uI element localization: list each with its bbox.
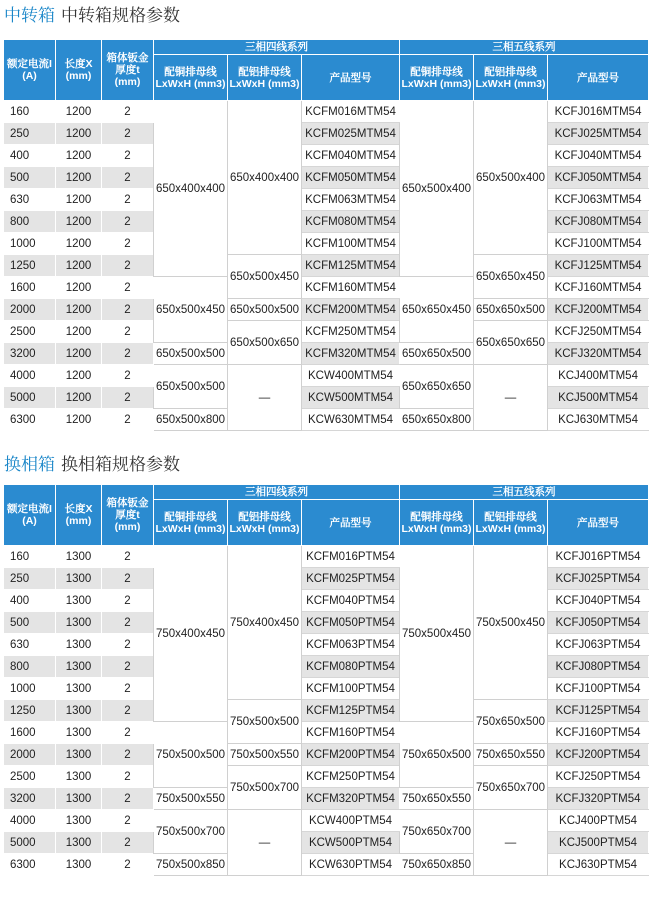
header-length: 长度X (mm) [56, 40, 102, 101]
model-5wire-cell: KCFJ320PTM54 [548, 788, 649, 810]
al-bus-4wire-cell: 650x500x500 [228, 299, 302, 321]
al-bus-5wire-cell: 750x650x700 [474, 766, 548, 810]
table-row [4, 766, 649, 788]
current-cell: 1250 [4, 700, 56, 722]
thickness-cell: 2 [102, 832, 154, 854]
model-5wire-cell: KCFJ100MTM54 [548, 233, 649, 255]
current-cell: 800 [4, 656, 56, 678]
table-row [4, 189, 649, 211]
cu-bus-4wire-cell: 650x400x400 [154, 101, 228, 277]
model-4wire-cell: KCFM080MTM54 [302, 211, 400, 233]
al-bus-4wire-cell: 750x500x550 [228, 744, 302, 766]
current-cell: 1600 [4, 277, 56, 299]
table-row [4, 167, 649, 189]
length-cell: 1200 [56, 233, 102, 255]
current-cell: 1000 [4, 233, 56, 255]
thickness-cell: 2 [102, 211, 154, 233]
header-al-bus-4wire: 配铝排母线 LxWxH (mm3) [228, 500, 302, 546]
al-bus-5wire-cell: — [474, 365, 548, 431]
current-cell: 5000 [4, 387, 56, 409]
table-row [4, 590, 649, 612]
length-cell: 1300 [56, 634, 102, 656]
section-title-accent: 中转箱 [4, 6, 55, 25]
thickness-cell: 2 [102, 612, 154, 634]
al-bus-4wire-cell: 750x500x500 [228, 700, 302, 744]
cu-bus-5wire-cell: 750x650x500 [400, 722, 474, 788]
model-4wire-cell: KCFM040PTM54 [302, 590, 400, 612]
model-5wire-cell: KCFJ016PTM54 [548, 546, 649, 568]
table-row [4, 387, 649, 409]
header-al-bus-4wire: 配铝排母线 LxWxH (mm3) [228, 55, 302, 101]
model-5wire-cell: KCFJ100PTM54 [548, 678, 649, 700]
header-al-bus-5wire: 配铝排母线 LxWxH (mm3) [474, 55, 548, 101]
model-4wire-cell: KCFM160MTM54 [302, 277, 400, 299]
cu-bus-4wire-cell: 650x500x800 [154, 409, 228, 431]
length-cell: 1200 [56, 189, 102, 211]
section-title-accent: 换相箱 [4, 455, 55, 474]
model-4wire-cell: KCFM025MTM54 [302, 123, 400, 145]
header-cu-bus-5wire: 配铜排母线 LxWxH (mm3) [400, 55, 474, 101]
model-5wire-cell: KCFJ320MTM54 [548, 343, 649, 365]
current-cell: 160 [4, 546, 56, 568]
thickness-cell: 2 [102, 678, 154, 700]
al-bus-4wire-cell: — [228, 365, 302, 431]
model-5wire-cell: KCJ500PTM54 [548, 832, 649, 854]
model-4wire-cell: KCFM200PTM54 [302, 744, 400, 766]
table-row [4, 211, 649, 233]
cu-bus-5wire-cell: 650x650x650 [400, 365, 474, 409]
model-4wire-cell: KCW400MTM54 [302, 365, 400, 387]
length-cell: 1200 [56, 277, 102, 299]
al-bus-4wire-cell: 750x400x450 [228, 546, 302, 700]
thickness-cell: 2 [102, 590, 154, 612]
section-title-text: 换相箱规格参数 [61, 455, 180, 474]
cu-bus-5wire-cell: 750x500x450 [400, 546, 474, 722]
al-bus-5wire-cell: 650x650x450 [474, 255, 548, 299]
spec-table [3, 484, 649, 876]
header-thickness: 箱体钣金厚度t (mm) [102, 40, 154, 101]
model-4wire-cell: KCW630MTM54 [302, 409, 400, 431]
model-4wire-cell: KCFM063PTM54 [302, 634, 400, 656]
model-5wire-cell: KCFJ040PTM54 [548, 590, 649, 612]
current-cell: 2500 [4, 321, 56, 343]
thickness-cell: 2 [102, 255, 154, 277]
header-model-4wire: 产品型号 [302, 500, 400, 546]
current-cell: 250 [4, 568, 56, 590]
al-bus-5wire-cell: 750x650x550 [474, 744, 548, 766]
al-bus-5wire-cell: 650x650x500 [474, 299, 548, 321]
length-cell: 1200 [56, 123, 102, 145]
model-5wire-cell: KCFJ063MTM54 [548, 189, 649, 211]
thickness-cell: 2 [102, 387, 154, 409]
current-cell: 2500 [4, 766, 56, 788]
al-bus-4wire-cell: — [228, 810, 302, 876]
current-cell: 1250 [4, 255, 56, 277]
al-bus-5wire-cell: — [474, 810, 548, 876]
current-cell: 5000 [4, 832, 56, 854]
table-row [4, 101, 649, 123]
al-bus-4wire-cell: 650x500x650 [228, 321, 302, 365]
length-cell: 1200 [56, 321, 102, 343]
al-bus-4wire-cell: 650x500x450 [228, 255, 302, 299]
length-cell: 1300 [56, 854, 102, 876]
table-row [4, 365, 649, 387]
current-cell: 4000 [4, 810, 56, 832]
table-row [4, 722, 649, 744]
al-bus-5wire-cell: 650x650x650 [474, 321, 548, 365]
table-row [4, 409, 649, 431]
model-5wire-cell: KCJ500MTM54 [548, 387, 649, 409]
current-cell: 6300 [4, 854, 56, 876]
cu-bus-4wire-cell: 750x500x850 [154, 854, 228, 876]
current-cell: 800 [4, 211, 56, 233]
model-5wire-cell: KCFJ025PTM54 [548, 568, 649, 590]
model-5wire-cell: KCFJ040MTM54 [548, 145, 649, 167]
model-4wire-cell: KCFM125PTM54 [302, 700, 400, 722]
cu-bus-4wire-cell: 750x500x700 [154, 810, 228, 854]
thickness-cell: 2 [102, 343, 154, 365]
model-5wire-cell: KCFJ080MTM54 [548, 211, 649, 233]
model-4wire-cell: KCFM320PTM54 [302, 788, 400, 810]
model-4wire-cell: KCFM100MTM54 [302, 233, 400, 255]
table-row [4, 634, 649, 656]
model-4wire-cell: KCW500MTM54 [302, 387, 400, 409]
current-cell: 1000 [4, 678, 56, 700]
table-row [4, 788, 649, 810]
table-row [4, 810, 649, 832]
table-row [4, 832, 649, 854]
table-row [4, 568, 649, 590]
model-4wire-cell: KCFM250MTM54 [302, 321, 400, 343]
model-4wire-cell: KCFM160PTM54 [302, 722, 400, 744]
table-row [4, 255, 649, 277]
table-row [4, 145, 649, 167]
length-cell: 1300 [56, 744, 102, 766]
length-cell: 1300 [56, 810, 102, 832]
header-cu-bus-4wire: 配铜排母线 LxWxH (mm3) [154, 500, 228, 546]
length-cell: 1200 [56, 365, 102, 387]
thickness-cell: 2 [102, 145, 154, 167]
length-cell: 1200 [56, 211, 102, 233]
thickness-cell: 2 [102, 854, 154, 876]
phase-change-box-section [0, 451, 650, 876]
thickness-cell: 2 [102, 167, 154, 189]
cu-bus-5wire-cell: 750x650x550 [400, 788, 474, 810]
model-4wire-cell: KCFM050PTM54 [302, 612, 400, 634]
model-4wire-cell: KCFM200MTM54 [302, 299, 400, 321]
table-row [4, 123, 649, 145]
model-5wire-cell: KCFJ050PTM54 [548, 612, 649, 634]
header-model-4wire: 产品型号 [302, 55, 400, 101]
cu-bus-5wire-cell: 650x650x800 [400, 409, 474, 431]
length-cell: 1200 [56, 145, 102, 167]
cu-bus-5wire-cell: 650x650x450 [400, 277, 474, 343]
current-cell: 400 [4, 590, 56, 612]
thickness-cell: 2 [102, 277, 154, 299]
thickness-cell: 2 [102, 321, 154, 343]
length-cell: 1300 [56, 788, 102, 810]
cu-bus-5wire-cell: 750x650x850 [400, 854, 474, 876]
model-5wire-cell: KCFJ250MTM54 [548, 321, 649, 343]
current-cell: 630 [4, 634, 56, 656]
header-cu-bus-5wire: 配铜排母线 LxWxH (mm3) [400, 500, 474, 546]
cu-bus-4wire-cell: 650x500x450 [154, 277, 228, 343]
model-5wire-cell: KCFJ080PTM54 [548, 656, 649, 678]
thickness-cell: 2 [102, 766, 154, 788]
al-bus-5wire-cell: 650x500x400 [474, 101, 548, 255]
length-cell: 1300 [56, 656, 102, 678]
thickness-cell: 2 [102, 101, 154, 123]
model-5wire-cell: KCJ400PTM54 [548, 810, 649, 832]
spec-table [3, 39, 649, 431]
header-length: 长度X (mm) [56, 485, 102, 546]
al-bus-4wire-cell: 750x500x700 [228, 766, 302, 810]
model-4wire-cell: KCW500PTM54 [302, 832, 400, 854]
cu-bus-4wire-cell: 750x400x450 [154, 546, 228, 722]
length-cell: 1300 [56, 546, 102, 568]
current-cell: 4000 [4, 365, 56, 387]
length-cell: 1300 [56, 766, 102, 788]
thickness-cell: 2 [102, 700, 154, 722]
table-row [4, 678, 649, 700]
header-al-bus-5wire: 配铝排母线 LxWxH (mm3) [474, 500, 548, 546]
model-4wire-cell: KCFM125MTM54 [302, 255, 400, 277]
thickness-cell: 2 [102, 123, 154, 145]
thickness-cell: 2 [102, 634, 154, 656]
model-5wire-cell: KCFJ125PTM54 [548, 700, 649, 722]
header-cu-bus-4wire: 配铜排母线 LxWxH (mm3) [154, 55, 228, 101]
length-cell: 1300 [56, 722, 102, 744]
model-5wire-cell: KCFJ250PTM54 [548, 766, 649, 788]
model-5wire-cell: KCFJ125MTM54 [548, 255, 649, 277]
current-cell: 1600 [4, 722, 56, 744]
thickness-cell: 2 [102, 810, 154, 832]
length-cell: 1200 [56, 255, 102, 277]
length-cell: 1200 [56, 167, 102, 189]
cu-bus-5wire-cell: 750x650x700 [400, 810, 474, 854]
model-5wire-cell: KCFJ050MTM54 [548, 167, 649, 189]
current-cell: 500 [4, 612, 56, 634]
table-row [4, 233, 649, 255]
thickness-cell: 2 [102, 722, 154, 744]
thickness-cell: 2 [102, 299, 154, 321]
model-4wire-cell: KCFM100PTM54 [302, 678, 400, 700]
model-5wire-cell: KCJ630MTM54 [548, 409, 649, 431]
table-row [4, 700, 649, 722]
al-bus-4wire-cell: 650x400x400 [228, 101, 302, 255]
model-4wire-cell: KCW630PTM54 [302, 854, 400, 876]
model-5wire-cell: KCJ630PTM54 [548, 854, 649, 876]
length-cell: 1300 [56, 590, 102, 612]
length-cell: 1300 [56, 700, 102, 722]
model-5wire-cell: KCFJ025MTM54 [548, 123, 649, 145]
model-5wire-cell: KCJ400MTM54 [548, 365, 649, 387]
model-5wire-cell: KCFJ200MTM54 [548, 299, 649, 321]
current-cell: 160 [4, 101, 56, 123]
length-cell: 1300 [56, 678, 102, 700]
model-4wire-cell: KCFM016PTM54 [302, 546, 400, 568]
table-row [4, 744, 649, 766]
model-4wire-cell: KCFM080PTM54 [302, 656, 400, 678]
model-4wire-cell: KCFM250PTM54 [302, 766, 400, 788]
length-cell: 1200 [56, 387, 102, 409]
model-4wire-cell: KCFM050MTM54 [302, 167, 400, 189]
model-5wire-cell: KCFJ160PTM54 [548, 722, 649, 744]
model-4wire-cell: KCFM063MTM54 [302, 189, 400, 211]
length-cell: 1200 [56, 101, 102, 123]
transfer-box-section [0, 2, 650, 431]
cu-bus-5wire-cell: 650x650x500 [400, 343, 474, 365]
model-4wire-cell: KCFM040MTM54 [302, 145, 400, 167]
thickness-cell: 2 [102, 656, 154, 678]
thickness-cell: 2 [102, 189, 154, 211]
section-title [0, 451, 650, 479]
length-cell: 1200 [56, 299, 102, 321]
current-cell: 6300 [4, 409, 56, 431]
current-cell: 250 [4, 123, 56, 145]
table-row [4, 321, 649, 343]
table-row [4, 612, 649, 634]
thickness-cell: 2 [102, 546, 154, 568]
section-title [0, 2, 650, 30]
header-group-4wire: 三相四线系列 [154, 40, 400, 55]
current-cell: 500 [4, 167, 56, 189]
model-5wire-cell: KCFJ063PTM54 [548, 634, 649, 656]
model-4wire-cell: KCFM025PTM54 [302, 568, 400, 590]
thickness-cell: 2 [102, 744, 154, 766]
thickness-cell: 2 [102, 233, 154, 255]
section-title-text: 中转箱规格参数 [61, 6, 180, 25]
length-cell: 1300 [56, 832, 102, 854]
thickness-cell: 2 [102, 568, 154, 590]
thickness-cell: 2 [102, 365, 154, 387]
table-row [4, 343, 649, 365]
current-cell: 3200 [4, 343, 56, 365]
length-cell: 1300 [56, 568, 102, 590]
model-5wire-cell: KCFJ160MTM54 [548, 277, 649, 299]
cu-bus-5wire-cell: 650x500x400 [400, 101, 474, 277]
model-5wire-cell: KCFJ200PTM54 [548, 744, 649, 766]
cu-bus-4wire-cell: 750x500x500 [154, 722, 228, 788]
table-row [4, 854, 649, 876]
header-group-5wire: 三相五线系列 [400, 40, 649, 55]
cu-bus-4wire-cell: 650x500x500 [154, 365, 228, 409]
model-5wire-cell: KCFJ016MTM54 [548, 101, 649, 123]
length-cell: 1200 [56, 343, 102, 365]
current-cell: 400 [4, 145, 56, 167]
cu-bus-4wire-cell: 750x500x550 [154, 788, 228, 810]
header-group-5wire: 三相五线系列 [400, 485, 649, 500]
header-thickness: 箱体钣金厚度t (mm) [102, 485, 154, 546]
table-row [4, 546, 649, 568]
header-current: 额定电流I (A) [4, 485, 56, 546]
current-cell: 2000 [4, 744, 56, 766]
current-cell: 3200 [4, 788, 56, 810]
current-cell: 2000 [4, 299, 56, 321]
cu-bus-4wire-cell: 650x500x500 [154, 343, 228, 365]
table-row [4, 299, 649, 321]
length-cell: 1300 [56, 612, 102, 634]
header-model-5wire: 产品型号 [548, 500, 649, 546]
table-row [4, 656, 649, 678]
model-4wire-cell: KCFM016MTM54 [302, 101, 400, 123]
length-cell: 1200 [56, 409, 102, 431]
thickness-cell: 2 [102, 409, 154, 431]
header-group-4wire: 三相四线系列 [154, 485, 400, 500]
header-model-5wire: 产品型号 [548, 55, 649, 101]
thickness-cell: 2 [102, 788, 154, 810]
header-current: 额定电流I (A) [4, 40, 56, 101]
table-row [4, 277, 649, 299]
al-bus-5wire-cell: 750x650x500 [474, 700, 548, 744]
current-cell: 630 [4, 189, 56, 211]
al-bus-5wire-cell: 750x500x450 [474, 546, 548, 700]
model-4wire-cell: KCW400PTM54 [302, 810, 400, 832]
model-4wire-cell: KCFM320MTM54 [302, 343, 400, 365]
